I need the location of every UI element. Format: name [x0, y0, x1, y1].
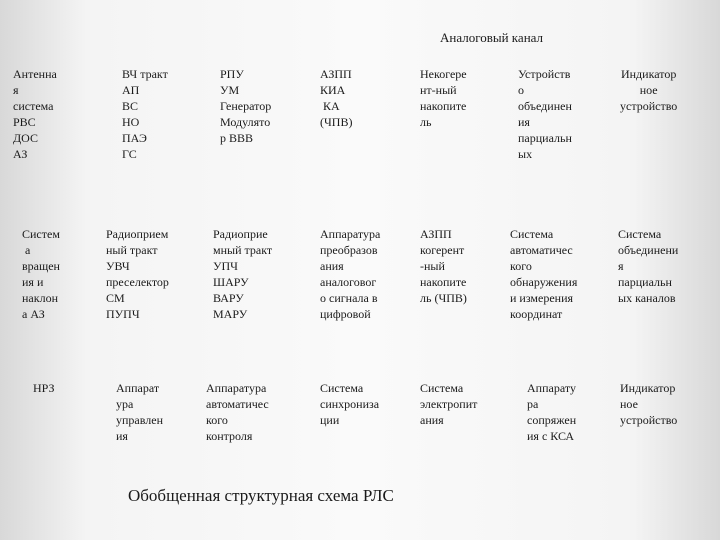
block-channel-combiner: Система объединени я парциальн ых каналов — [618, 227, 679, 305]
block-ksa-interface: Аппарату ра сопряжен ия с КСА — [527, 381, 577, 443]
block-rpu: РПУ УМ Генератор Модулято р ВВВ — [220, 67, 272, 145]
footer-title: Обобщенная структурная схема РЛС — [128, 486, 394, 505]
block-partial-combiner: Устройств о объединен ия парциальн ых — [518, 67, 572, 161]
block-receiver-uvch: Радиоприем ный тракт УВЧ преселектор СМ ПУПЧ — [106, 227, 169, 321]
block-incoherent-accumulator: Некогере нт-ный накопите ль — [420, 67, 467, 129]
block-antenna-system: Антенна я система РВС ДОС АЗ — [13, 67, 57, 161]
header-title: Аналоговый канал — [440, 30, 544, 45]
block-receiver-upch: Радиоприе мный тракт УПЧ ШАРУ ВАРУ МАРУ — [213, 227, 273, 321]
block-nrz: НРЗ — [33, 381, 55, 395]
block-indicator-top: Индикатор ное устройство — [620, 67, 678, 113]
block-hf-path: ВЧ тракт АП ВС НО ПАЭ ГС — [122, 67, 168, 161]
block-coherent-accumulator: АЗПП когерент -ный накопите ль (ЧПВ) — [420, 227, 467, 305]
block-adc-equipment: Аппаратура преобразов ания аналоговог о сигнала в цифровой — [320, 227, 381, 321]
block-power-system: Система электропит ания — [420, 381, 478, 427]
block-indicator-bottom: Индикатор ное устройство — [620, 381, 678, 427]
block-control-equipment: Аппарат ура управлен ия — [116, 381, 163, 443]
block-auto-control: Аппаратура автоматичес кого контроля — [206, 381, 269, 443]
block-azpp-kia: АЗПП КИА КА (ЧПВ) — [320, 67, 353, 129]
block-sync-system: Система синхрониза ции — [320, 381, 380, 427]
block-auto-detection: Система автоматичес кого обнаружения и измерения координат — [510, 227, 578, 321]
block-rotation-system: Систем а вращен ия и наклон а АЗ — [22, 227, 60, 321]
